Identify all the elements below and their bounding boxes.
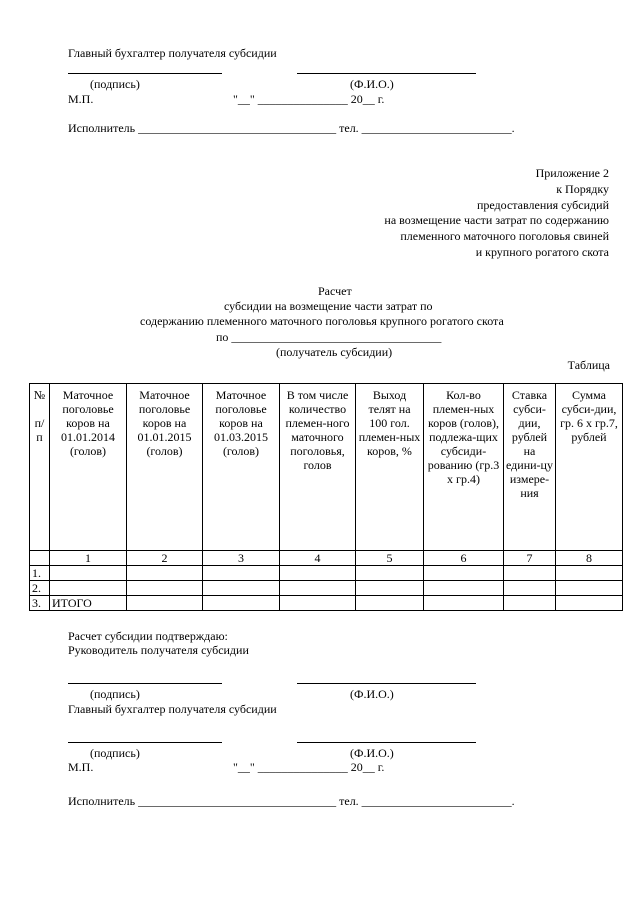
fio-caption: (Ф.И.О.) <box>350 687 394 701</box>
appendix-line: Приложение 2 <box>535 166 609 180</box>
date-field: "__" _______________ 20__ г. <box>233 760 385 774</box>
table-row-total <box>30 596 623 611</box>
row-label: ИТОГО <box>50 596 127 611</box>
row-number: 3. <box>30 596 50 611</box>
table-header-row <box>30 384 623 551</box>
recipient-field: по ___________________________________ <box>216 330 442 344</box>
appendix-line: предоставления субсидий <box>476 197 609 212</box>
header-col-1: Маточное поголовье коров на 01.01.2014 (голов) <box>50 384 127 551</box>
calculation-table <box>29 383 623 611</box>
appendix-line: на возмещение части затрат по содержанию <box>384 213 609 228</box>
signature-caption: (подпись) <box>90 687 140 701</box>
column-number: 1 <box>50 551 127 566</box>
chief-accountant-label: Главный бухгалтер получателя субсидии <box>68 702 277 716</box>
appendix-block <box>384 166 609 261</box>
header-col-5: Выход телят на 100 гол. племен-ных коров, % <box>356 384 424 551</box>
row-label[interactable] <box>50 581 127 596</box>
row-number: 1. <box>30 566 50 581</box>
row-number: 2. <box>30 581 50 596</box>
fio-caption: (Ф.И.О.) <box>350 746 394 760</box>
signature-caption: (подпись) <box>90 77 140 91</box>
fio-caption: (Ф.И.О.) <box>350 77 394 91</box>
executor-line: Исполнитель _________________________________ тел. _________________________. <box>68 121 515 135</box>
column-number: 6 <box>424 551 504 566</box>
appendix-line: и крупного рогатого скота <box>475 244 609 259</box>
column-number: 2 <box>127 551 203 566</box>
header-col-7: Ставка субси-дии, рублей на едини-цу измере-ния <box>504 384 556 551</box>
appendix-line: к Порядку <box>556 181 609 196</box>
table-row <box>30 581 623 596</box>
table-row <box>30 566 623 581</box>
chief-accountant-label: Главный бухгалтер получателя субсидии <box>68 46 277 60</box>
appendix-line: племенного маточного поголовья свиней <box>400 229 609 244</box>
fio-line <box>297 73 476 74</box>
header-col-6: Кол-во племен-ных коров (голов), подлежа-щих субсиди-рованию (гр.3 х гр.4) <box>424 384 504 551</box>
column-number <box>30 551 50 566</box>
header-col-3: Маточное поголовье коров на 01.03.2015 (голов) <box>203 384 280 551</box>
header-number: № п/ п <box>30 384 50 551</box>
date-field: "__" _______________ 20__ г. <box>233 92 385 106</box>
row-label[interactable] <box>50 566 127 581</box>
column-number: 3 <box>203 551 280 566</box>
header-col-4: В том числе количество племен-ного маточного поголовья, голов <box>280 384 356 551</box>
fio-line <box>297 742 476 743</box>
header-col-2: Маточное поголовье коров на 01.01.2015 (голов) <box>127 384 203 551</box>
column-number: 5 <box>356 551 424 566</box>
column-number: 7 <box>504 551 556 566</box>
signature-line <box>68 683 222 684</box>
signature-line <box>68 742 222 743</box>
doc-title: Расчет <box>318 284 352 298</box>
stamp-label: М.П. <box>68 760 94 774</box>
fio-line <box>297 683 476 684</box>
doc-subtitle-2: содержанию племенного маточного поголовья крупного рогатого скота <box>140 314 504 328</box>
stamp-label: М.П. <box>68 92 94 106</box>
head-label: Руководитель получателя субсидии <box>68 643 249 657</box>
column-number: 8 <box>556 551 623 566</box>
signature-line <box>68 73 222 74</box>
executor-line: Исполнитель _________________________________ тел. _________________________. <box>68 794 515 808</box>
doc-subtitle-1: субсидии на возмещение части затрат по <box>224 299 433 313</box>
header-col-8: Сумма субси-дии, гр. 6 х гр.7, рублей <box>556 384 623 551</box>
confirm-label: Расчет субсидии подтверждаю: <box>68 629 228 643</box>
table-label: Таблица <box>567 358 610 372</box>
signature-caption: (подпись) <box>90 746 140 760</box>
column-number: 4 <box>280 551 356 566</box>
recipient-caption: (получатель субсидии) <box>276 345 393 359</box>
column-number-row <box>30 551 623 566</box>
